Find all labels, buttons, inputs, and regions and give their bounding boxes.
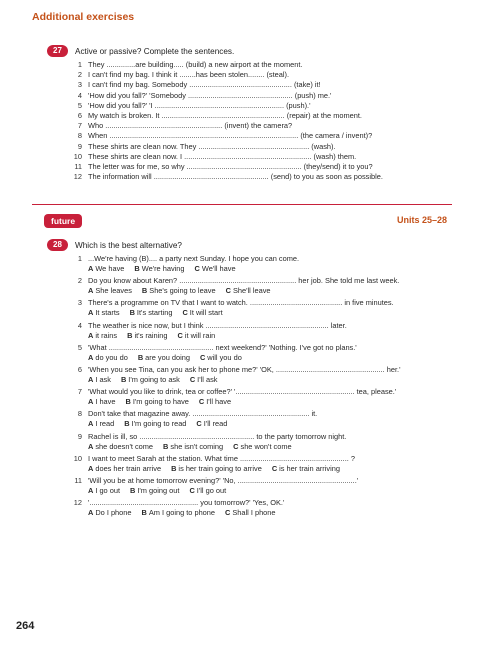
question-stem [70, 409, 430, 419]
answer-options [70, 397, 430, 407]
option-text: I'm going to ask [128, 374, 180, 384]
option-letter: A [88, 397, 94, 407]
option-text: We have [95, 264, 125, 273]
option-b [125, 397, 188, 407]
option-text: I'm going to read [131, 419, 187, 429]
item-number: 2 [77, 70, 82, 80]
answer-options [70, 353, 430, 363]
option-a [88, 464, 161, 474]
option-letter: A [88, 330, 94, 340]
question-text: Don't take that magazine away. ......................................................... it. [88, 409, 318, 419]
option-text: it will rain [184, 330, 216, 340]
option-letter: C [177, 330, 183, 340]
option-letter: A [88, 441, 94, 451]
option-a [88, 308, 120, 318]
exercise-28-header [47, 239, 182, 251]
exercise-27-items [70, 60, 383, 182]
sentence-text: 'How did you fall?' 'Somebody ................................................... (push) me.' [88, 90, 332, 100]
sentence-item [70, 91, 383, 101]
exercise-number-badge: 27 [47, 45, 68, 57]
item-number: 4 [77, 320, 82, 330]
answer-options [70, 375, 430, 385]
sentence-item [70, 172, 383, 182]
option-text: I'm going out [137, 485, 180, 495]
answer-options [70, 286, 430, 296]
sentence-item [70, 162, 383, 172]
item-number: 8 [77, 409, 82, 419]
sentence-text: Who ......................................................... (invent) the camera? [88, 121, 293, 131]
option-text: do you do [95, 352, 128, 362]
option-letter: B [163, 441, 169, 451]
option-letter: A [88, 286, 94, 296]
item-number: 3 [77, 298, 82, 308]
item-number: 10 [73, 151, 82, 161]
sentence-text: These shirts are clean now. They ...................................................... (wash). [88, 141, 336, 151]
question-stem [70, 454, 430, 464]
item-number: 12 [73, 498, 82, 508]
sentence-text: They ..............are building..... (build) a new airport at the moment. [88, 60, 303, 69]
answer-options [70, 464, 430, 474]
option-letter: B [127, 330, 133, 340]
topic-tag: future [44, 214, 82, 228]
option-letter: B [129, 308, 135, 318]
option-a [88, 353, 128, 363]
option-c [196, 419, 227, 429]
sentence-item [70, 131, 383, 141]
option-text: I'll have [206, 397, 232, 407]
question-item [70, 298, 430, 318]
sentence-item [70, 142, 383, 152]
sentence-text: The letter was for me, so why ........................................................ (they/send) it to you? [88, 162, 373, 172]
question-stem [70, 254, 430, 264]
answer-options [70, 442, 430, 452]
item-number: 12 [73, 172, 82, 182]
question-item [70, 498, 430, 518]
option-c [195, 264, 236, 274]
sentence-text: I can't find my bag. Somebody .................................................. (take) it! [88, 80, 321, 90]
option-text: Shall I phone [232, 508, 276, 518]
sentence-text: When ............................................................................................ (the camera / invent)? [88, 131, 373, 141]
option-letter: C [225, 286, 231, 296]
option-text: I'll read [203, 419, 228, 429]
option-c [226, 286, 271, 296]
option-a [88, 508, 132, 518]
option-text: Do I phone [95, 508, 132, 518]
option-text: she doesn't come [95, 441, 154, 451]
sentence-item [70, 101, 383, 111]
option-a [88, 264, 124, 274]
question-item [70, 276, 430, 296]
option-letter: C [196, 419, 202, 429]
option-text: it rains [95, 330, 118, 340]
sentence-text: The information will ........................................................ (send) to you as soon as possible. [88, 172, 383, 182]
question-item [70, 454, 430, 474]
sentence-item [70, 80, 383, 90]
exercise-27-header [47, 45, 234, 57]
page-number: 264 [16, 620, 35, 632]
question-item [70, 476, 430, 496]
option-b [134, 264, 184, 274]
item-number: 8 [77, 131, 82, 141]
option-text: does her train arrive [95, 463, 162, 473]
option-b [130, 486, 179, 496]
option-b [171, 464, 262, 474]
option-letter: A [88, 374, 94, 384]
option-letter: C [225, 508, 231, 518]
option-b [138, 353, 190, 363]
question-stem [70, 298, 430, 308]
sentence-text: I can't find my bag. I think it ........has been stolen........ (steal). [88, 70, 290, 80]
item-number: 7 [77, 121, 82, 131]
answer-options [70, 331, 430, 341]
option-b [163, 442, 223, 452]
option-text: I'll go out [196, 485, 227, 495]
answer-options [70, 508, 430, 518]
option-letter: C [182, 308, 188, 318]
option-letter: C [198, 397, 205, 407]
option-text: She leaves [95, 286, 132, 296]
option-letter: B [125, 397, 131, 407]
option-text: We're having [141, 264, 185, 273]
option-letter: A [88, 508, 94, 518]
sentence-text: 'How did you fall?' 'I ............................................................... (push).' [88, 100, 311, 110]
question-stem [70, 498, 430, 508]
option-text: I'm going to have [132, 397, 189, 407]
option-letter: B [124, 419, 130, 429]
question-text: '..................................................... you tomorrow?' 'Yes, OK.' [88, 498, 285, 508]
option-b [130, 308, 173, 318]
answer-options [70, 264, 430, 274]
option-text: I read [95, 419, 115, 429]
question-text: 'What would you like to drink, tea or coffee?' '.......................................................... tea, please.' [88, 387, 397, 397]
option-text: is her train arriving [279, 463, 340, 473]
option-text: Am I going to phone [148, 508, 216, 518]
item-number: 1 [77, 60, 82, 69]
option-a [88, 375, 111, 385]
option-text: are you doing [145, 352, 190, 362]
question-item [70, 409, 430, 429]
exercise-instructions: Active or passive? Complete the sentences. [75, 46, 235, 56]
sentence-item [70, 60, 383, 70]
option-c [182, 308, 222, 318]
item-number: 3 [77, 80, 82, 90]
option-letter: C [233, 441, 239, 451]
option-letter: C [189, 374, 196, 384]
option-c [225, 508, 276, 518]
question-text: Rachel is ill, so ........................................................ to the party tomorrow night. [88, 431, 347, 441]
option-letter: B [130, 485, 136, 495]
option-letter: B [120, 374, 127, 384]
question-stem [70, 432, 430, 442]
option-text: I'll ask [197, 374, 218, 384]
question-text: ...We're having (B).... a party next Sunday. I hope you can come. [88, 254, 300, 263]
option-a [88, 397, 115, 407]
item-number: 5 [77, 342, 82, 352]
option-text: I go out [95, 485, 120, 495]
option-a [88, 331, 117, 341]
option-letter: B [141, 508, 147, 518]
option-b [121, 375, 180, 385]
option-letter: B [141, 286, 148, 296]
question-text: The weather is nice now, but I think ............................................................ later. [88, 320, 347, 330]
item-number: 9 [77, 431, 82, 441]
option-text: will you do [207, 352, 242, 362]
item-number: 4 [77, 90, 82, 100]
option-text: I ask [95, 374, 111, 384]
option-b [124, 419, 186, 429]
option-text: it's raining [134, 330, 168, 340]
option-text: We'll have [201, 264, 236, 273]
option-text: she won't come [240, 441, 292, 451]
option-c [189, 486, 226, 496]
section-title: Additional exercises [32, 11, 135, 23]
option-c [272, 464, 340, 474]
option-letter: A [88, 485, 94, 495]
exercise-number-badge: 28 [47, 239, 68, 251]
option-c [200, 353, 242, 363]
option-a [88, 442, 153, 452]
question-text: 'When you see Tina, can you ask her to phone me?' 'OK, ..................................................... her.' [88, 364, 401, 374]
answer-options [70, 308, 430, 318]
sentence-item [70, 152, 383, 162]
option-text: She'll leave [232, 286, 271, 296]
option-c [199, 397, 231, 407]
option-a [88, 486, 120, 496]
question-text: 'What ................................................... next weekend?' 'Nothing. I've got no plans.' [88, 342, 357, 352]
option-letter: C [199, 352, 206, 362]
option-b [142, 508, 216, 518]
option-letter: C [271, 463, 278, 473]
option-a [88, 286, 132, 296]
item-number: 2 [77, 276, 82, 286]
question-item [70, 432, 430, 452]
units-label: Units 25–28 [396, 215, 447, 225]
item-number: 1 [77, 254, 82, 263]
option-letter: B [137, 352, 144, 362]
option-text: is her train going to arrive [178, 463, 262, 473]
sentence-item [70, 70, 383, 80]
question-text: Do you know about Karen? ......................................................... her job. She told me last week. [88, 276, 400, 286]
option-a [88, 419, 114, 429]
option-c [233, 442, 291, 452]
option-letter: A [88, 419, 94, 429]
option-c [178, 331, 216, 341]
option-b [142, 286, 216, 296]
question-stem [70, 276, 430, 286]
option-text: It starts [95, 308, 120, 318]
option-text: she isn't coming [170, 441, 224, 451]
item-number: 5 [77, 100, 82, 110]
question-item [70, 387, 430, 407]
option-letter: B [134, 264, 140, 273]
option-letter: C [194, 264, 200, 273]
option-text: It will start [189, 308, 223, 318]
option-text: It's starting [136, 308, 173, 318]
option-b [127, 331, 167, 341]
option-letter: B [171, 463, 177, 473]
option-letter: A [88, 308, 94, 318]
item-number: 11 [74, 475, 82, 485]
question-stem [70, 321, 430, 331]
option-c [190, 375, 218, 385]
item-number: 6 [77, 111, 82, 121]
question-item [70, 365, 430, 385]
answer-options [70, 486, 430, 496]
sentence-item [70, 121, 383, 131]
option-letter: A [88, 352, 94, 362]
question-stem [70, 476, 430, 486]
exercise-instructions: Which is the best alternative? [75, 240, 182, 250]
question-item [70, 343, 430, 363]
exercise-28-items [70, 254, 430, 520]
answer-options [70, 419, 430, 429]
option-text: I have [95, 397, 116, 407]
option-letter: C [189, 485, 195, 495]
sentence-text: These shirts are clean now. I .............................................................. (wash) them. [88, 151, 357, 161]
question-text: There's a programme on TV that I want to watch. ............................................. in five minutes. [88, 298, 394, 308]
option-letter: A [88, 264, 94, 273]
question-stem [70, 365, 430, 375]
question-item [70, 321, 430, 341]
sentence-text: My watch is broken. It ............................................................ (repair) at the moment. [88, 111, 362, 121]
item-number: 9 [77, 141, 82, 151]
question-text: 'Will you be at home tomorrow evening?' 'No, ..........................................................' [88, 475, 359, 485]
question-stem [70, 343, 430, 353]
option-text: She's going to leave [149, 286, 216, 296]
question-stem [70, 387, 430, 397]
question-item [70, 254, 430, 274]
item-number: 10 [73, 453, 82, 463]
item-number: 7 [77, 387, 82, 397]
item-number: 11 [74, 162, 82, 172]
sentence-item [70, 111, 383, 121]
option-letter: A [88, 463, 94, 473]
topic-divider [32, 204, 452, 205]
item-number: 6 [77, 364, 82, 374]
question-text: I want to meet Sarah at the station. What time ..................................................... ? [88, 453, 355, 463]
